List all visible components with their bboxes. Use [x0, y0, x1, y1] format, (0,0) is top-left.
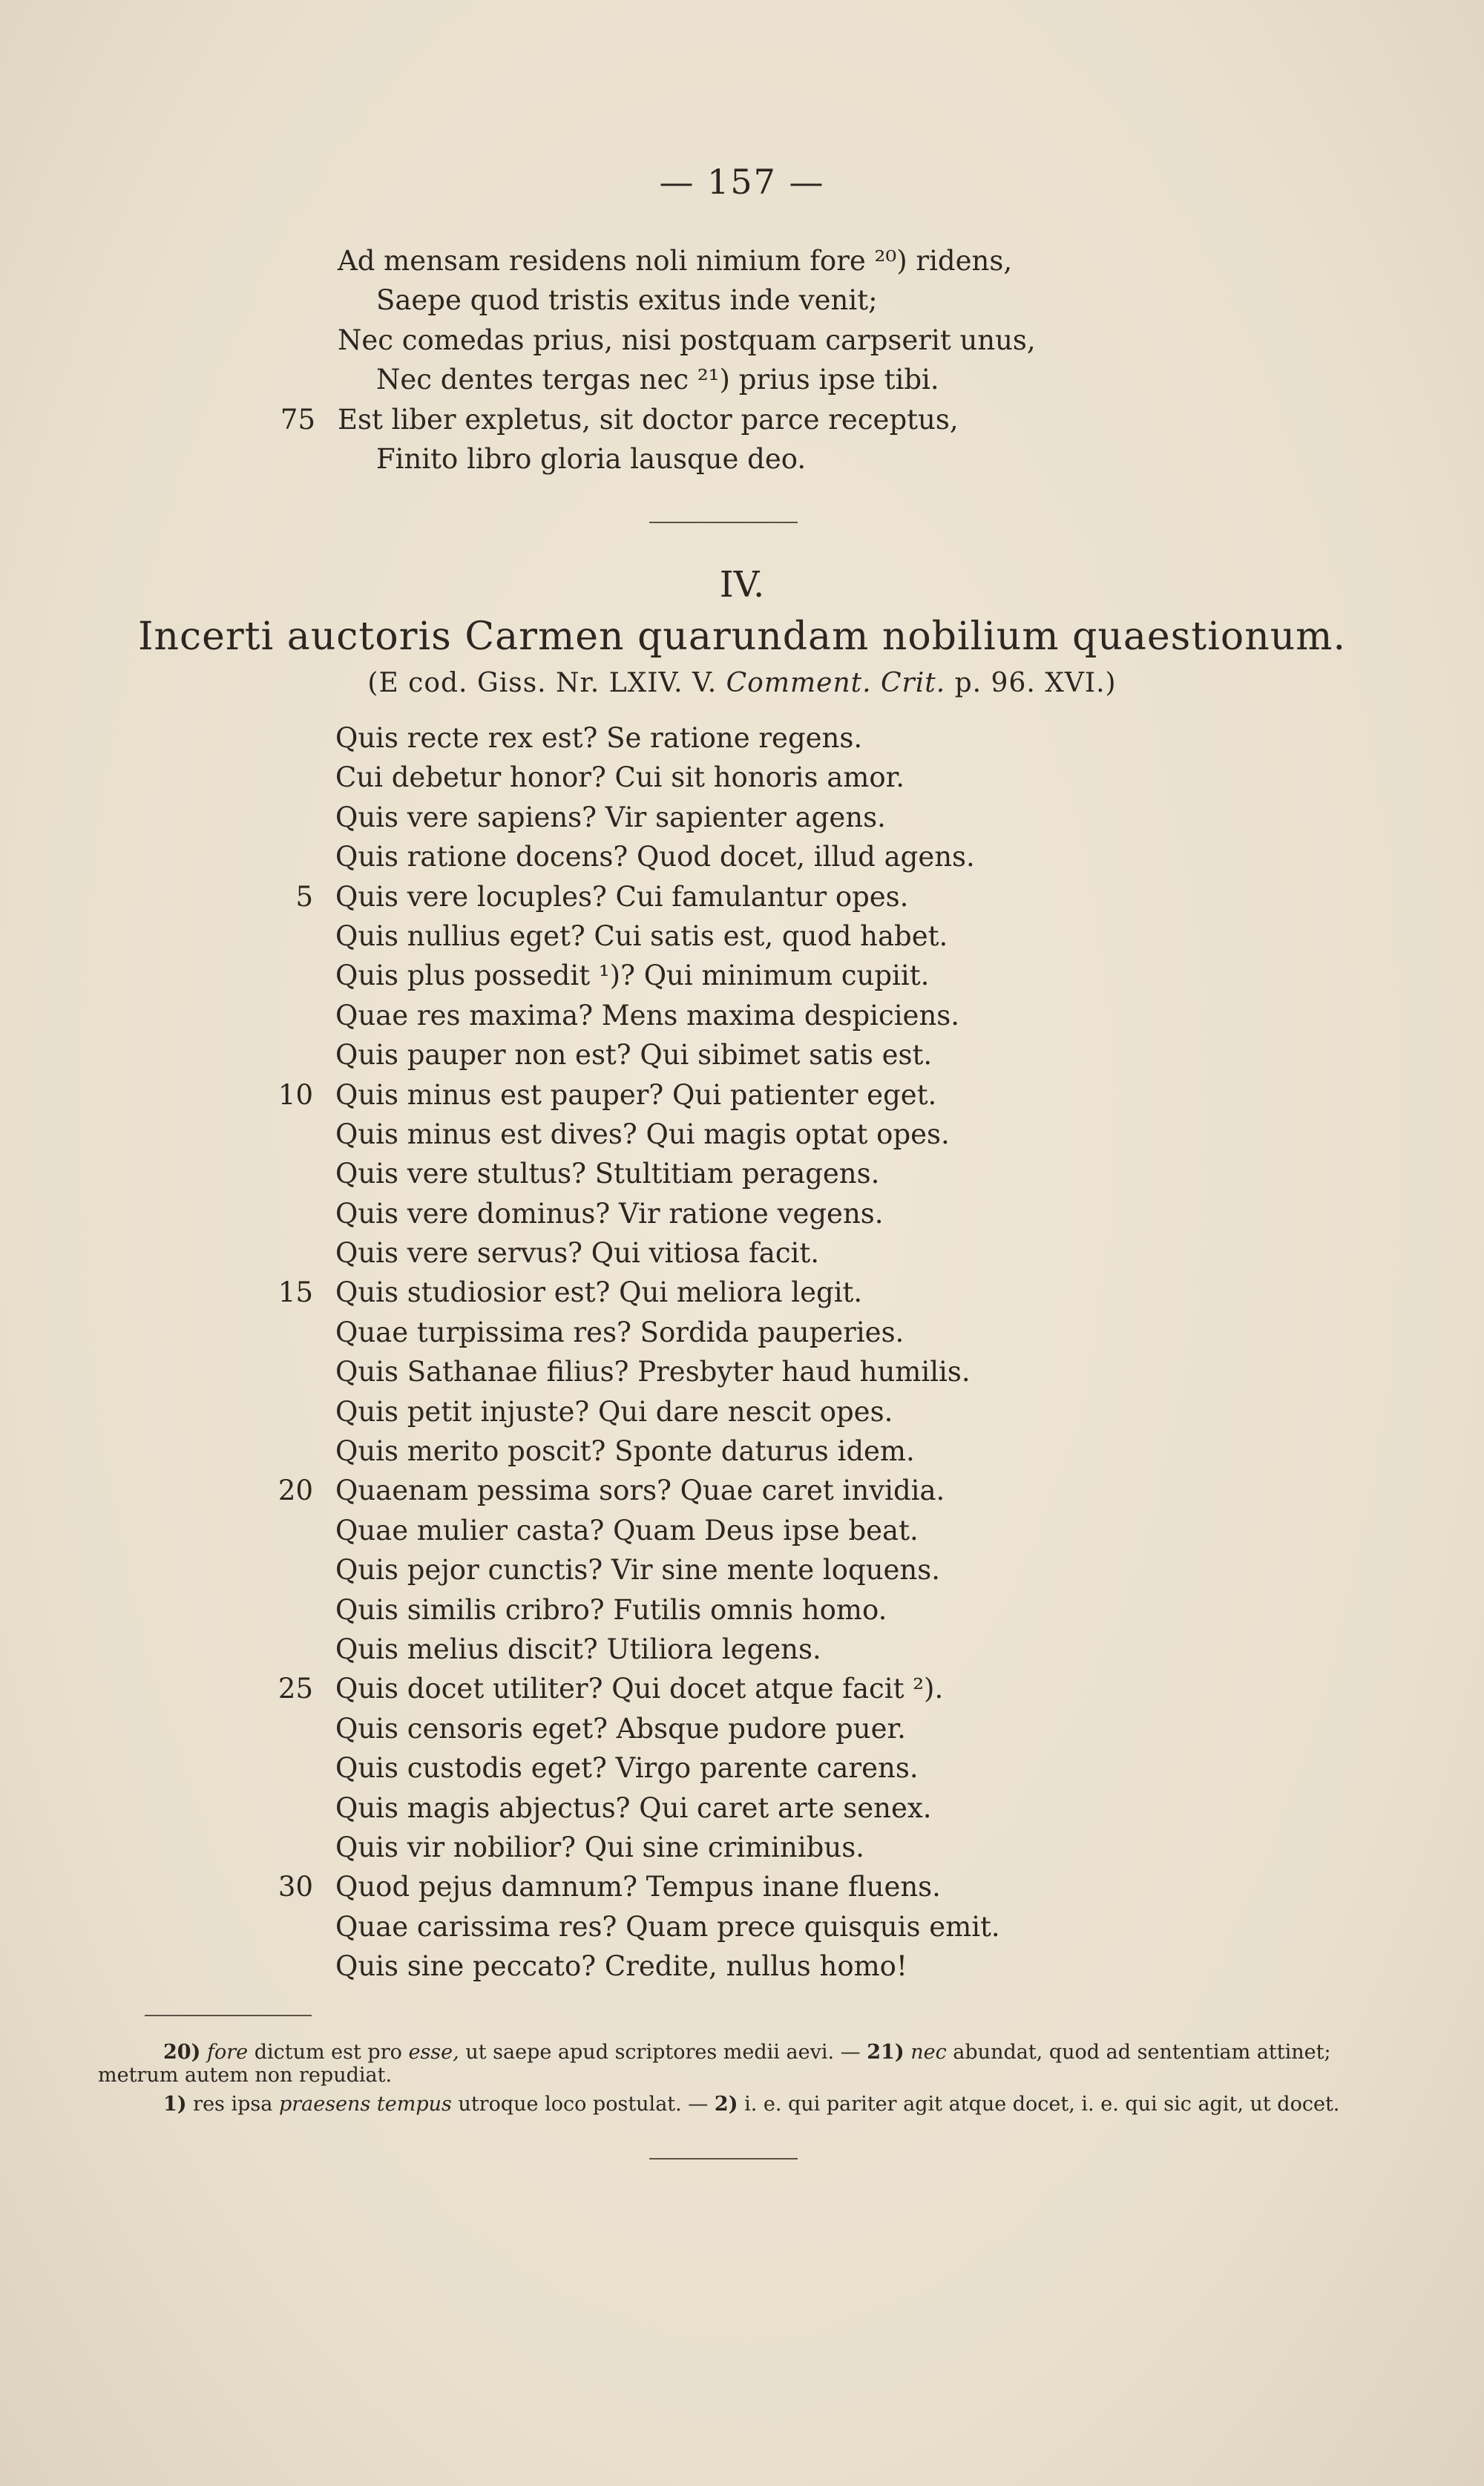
footnote-20-mid: dictum est pro [254, 2041, 402, 2064]
verse-line [335, 1352, 1000, 1391]
footnote-2-text: i. e. qui pariter agit atque docet, i. e. qui sic agit, ut docet. [744, 2093, 1340, 2116]
line-text: Quaenam pessima sors? Quae caret invidia. [335, 1475, 945, 1507]
verse-line [335, 718, 1000, 758]
verse-line [335, 758, 1000, 797]
footnote-20-text: ut saepe apud scriptores medii aevi. — [465, 2041, 861, 2064]
verse-line [335, 1709, 1000, 1748]
verse-line [335, 916, 1000, 956]
verse-line [278, 1669, 1000, 1708]
verse-line [335, 1788, 1000, 1828]
verse-line [335, 1550, 1000, 1590]
line-text: Quis merito poscit? Sponte daturus idem. [335, 1435, 915, 1468]
line-text: Saepe quod tristis exitus inde venit; [376, 284, 878, 317]
verse-line [335, 1630, 1000, 1669]
bottom-rule [649, 2158, 798, 2159]
line-number: 15 [278, 1276, 313, 1309]
page-number: — 157 — [659, 162, 825, 202]
line-text: Nec comedas prius, nisi postquam carpserit unus, [338, 324, 1036, 356]
verse-line [335, 1035, 1000, 1075]
line-text: Quis studiosior est? Qui meliora legit. [335, 1276, 863, 1309]
verse-line [335, 1194, 1000, 1233]
footnote-20-italic2: esse, [408, 2041, 459, 2064]
line-text: Quis nullius eget? Cui satis est, quod habet. [335, 919, 948, 952]
verse-line [335, 1313, 1000, 1352]
footnote-1-text: utroque loco postulat. — [458, 2093, 709, 2116]
verse-line [338, 321, 1036, 360]
line-text: Ad mensam residens noli nimium fore ²⁰) ridens, [338, 245, 1013, 277]
line-text: Quis petit injuste? Qui dare nescit opes. [335, 1395, 893, 1428]
line-text: Quis docet utiliter? Qui docet atque facit ²). [335, 1673, 944, 1705]
verse-line [278, 1075, 1000, 1115]
footnote-1-italic: praesens tempus [278, 2093, 452, 2116]
footnote-21-number: 21) [867, 2041, 904, 2064]
line-text: Quis custodis eget? Virgo parente carens. [335, 1752, 919, 1785]
verse-line [338, 439, 1036, 479]
footnote-21-text: abundat, quod ad sententiam attinet; metrum autem non repudiat. [98, 2041, 1331, 2087]
line-number: 25 [278, 1673, 313, 1705]
line-text: Quae mulier casta? Quam Deus ipse beat. [335, 1514, 919, 1547]
line-text: Quis similis cribro? Futilis omnis homo. [335, 1593, 887, 1626]
line-number: 10 [278, 1078, 313, 1111]
verse-line [335, 1907, 1000, 1947]
line-number: 5 [295, 880, 313, 913]
footnote-2-number: 2) [714, 2093, 738, 2116]
source-italic: Comment. Crit. [726, 668, 946, 698]
line-text: Quis Sathanae filius? Presbyter haud humilis. [335, 1356, 971, 1388]
verse-line [335, 1748, 1000, 1788]
footnote-20-21 [98, 2041, 1352, 2087]
footnote-rule [145, 2015, 312, 2016]
verse-line [335, 1154, 1000, 1193]
footnote-20-number: 20) [163, 2041, 201, 2064]
line-text: Quis minus est pauper? Qui patienter eget. [335, 1078, 937, 1111]
line-text: Quis plus possedit ¹)? Qui minimum cupiit. [335, 960, 930, 992]
line-text: Quis recte rex est? Se ratione regens. [335, 722, 863, 754]
line-text: Finito libro gloria lausque deo. [376, 442, 807, 475]
section-source [0, 668, 1484, 698]
footnote-1-2 [98, 2093, 1352, 2116]
verse-line [335, 1431, 1000, 1471]
footnote-1-pre: res ipsa [193, 2093, 273, 2116]
line-text: Quis censoris eget? Absque pudore puer. [335, 1712, 906, 1745]
line-text: Quis vere sapiens? Vir sapienter agens. [335, 801, 886, 833]
verse-line [335, 1392, 1000, 1431]
line-text: Quod pejus damnum? Tempus inane fluens. [335, 1871, 941, 1903]
verse-line [338, 241, 1036, 281]
line-text: Quis minus est dives? Qui magis optat opes. [335, 1118, 950, 1150]
line-text: Quae turpissima res? Sordida pauperies. [335, 1316, 904, 1348]
line-text: Quis vere servus? Qui vitiosa facit. [335, 1237, 819, 1270]
footnotes [98, 2041, 1352, 2122]
section-title: Incerti auctoris Carmen quarundam nobilium quaestionum. [137, 614, 1347, 659]
verse-line [280, 400, 1036, 439]
line-number: 20 [278, 1475, 313, 1507]
verse-line [335, 956, 1000, 995]
verse-line [335, 1115, 1000, 1154]
line-number: 30 [278, 1871, 313, 1903]
verse-line [335, 1511, 1000, 1550]
line-text: Quae carissima res? Quam prece quisquis emit. [335, 1910, 1000, 1943]
verse-line [335, 837, 1000, 876]
footnote-20-italic: fore [206, 2041, 249, 2064]
line-text: Quae res maxima? Mens maxima despiciens. [335, 999, 960, 1032]
verse-line [335, 1947, 1000, 1986]
verse-line [278, 1471, 1000, 1510]
line-text: Quis vere locuples? Cui famulantur opes. [335, 880, 909, 913]
line-text: Quis sine peccato? Credite, nullus homo! [335, 1950, 907, 1983]
top-poem [280, 241, 1036, 479]
section-number: IV. [719, 564, 765, 606]
line-text: Quis pauper non est? Qui sibimet satis est. [335, 1039, 933, 1072]
line-text: Nec dentes tergas nec ²¹) prius ipse tibi. [376, 364, 939, 396]
source-suffix: p. 96. XVI.) [954, 668, 1117, 698]
verse-line [335, 1590, 1000, 1630]
verse-line [335, 1233, 1000, 1273]
line-text: Quis magis abjectus? Qui caret arte senex. [335, 1791, 932, 1824]
line-text: Quis melius discit? Utiliora legens. [335, 1633, 821, 1665]
verse-line [338, 360, 1036, 399]
main-poem [278, 718, 1000, 1987]
line-text: Quis vere stultus? Stultitiam peragens. [335, 1158, 880, 1190]
line-text: Est liber expletus, sit doctor parce receptus, [338, 403, 959, 436]
separator-rule [649, 522, 798, 523]
verse-line [335, 1828, 1000, 1867]
footnote-1-number: 1) [163, 2093, 187, 2116]
verse-line [278, 1867, 1000, 1906]
line-text: Quis vere dominus? Vir ratione vegens. [335, 1197, 884, 1230]
verse-line [335, 798, 1000, 837]
line-text: Cui debetur honor? Cui sit honoris amor. [335, 761, 905, 794]
line-text: Quis vir nobilior? Qui sine criminibus. [335, 1831, 864, 1863]
source-prefix: (E cod. Giss. Nr. LXIV. V. [367, 668, 718, 698]
verse-line [335, 996, 1000, 1035]
line-number: 75 [280, 403, 315, 436]
footnote-21-italic: nec [910, 2041, 947, 2064]
verse-line [295, 877, 1000, 916]
line-text: Quis pejor cunctis? Vir sine mente loquens. [335, 1554, 941, 1587]
verse-line [278, 1273, 1000, 1312]
verse-line [338, 281, 1036, 320]
line-text: Quis ratione docens? Quod docet, illud agens. [335, 841, 975, 873]
